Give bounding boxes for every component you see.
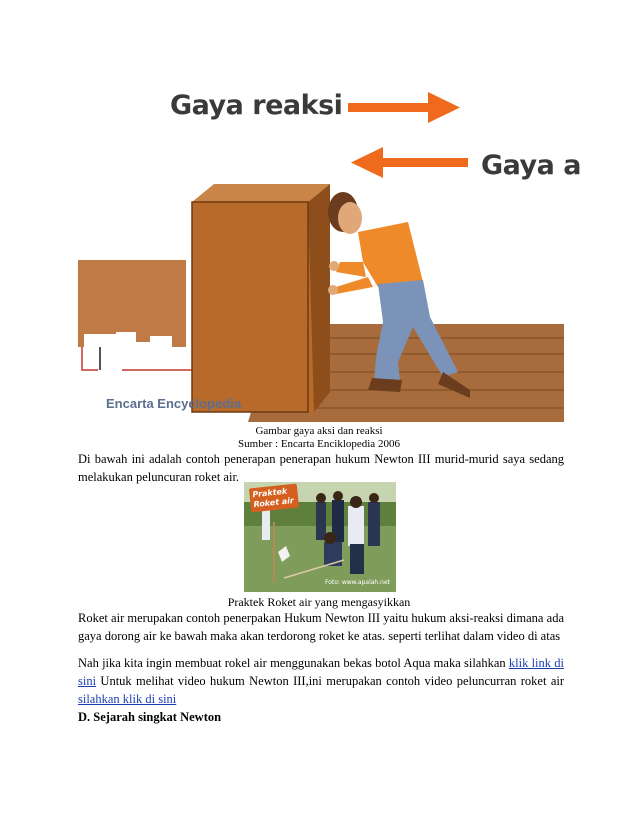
silahkan-klik-di-sini-link[interactable]: silahkan klik di sini <box>78 692 177 706</box>
reaction-arrow <box>348 92 460 123</box>
photo-title-badge: Praktek Roket air <box>249 484 299 513</box>
section-heading-newton-history: D. Sejarah singkat Newton <box>78 710 222 724</box>
figure1-caption-line2: Sumber : Encarta Enciklopedia 2006 <box>238 438 400 450</box>
figure2-caption: Praktek Roket air yang mengasyikkan <box>227 595 411 609</box>
wooden-box <box>192 184 330 412</box>
paragraph-video-links-text2: Untuk melihat video hukum Newton III,ini merupakan contoh video peluncurran roket air <box>96 674 564 688</box>
klik-link-di-sini-link[interactable]: klik link di sini <box>78 656 564 688</box>
reaction-force-label: Gaya reaksi <box>170 90 343 121</box>
encarta-watermark: Encarta Encyclopedia <box>106 396 242 411</box>
figure1-caption-line1: Gambar gaya aksi dan reaksi <box>255 425 383 437</box>
paragraph-water-rocket-intro: Di bawah ini adalah contoh penerapan penerapan hukum Newton III murid-murid saya sedang melakukan peluncuran roket air. <box>78 452 564 484</box>
action-reaction-illustration <box>78 72 564 422</box>
paragraph-video-links-text1: Nah jika kita ingin membuat rokel air menggunakan bekas botol Aqua maka silahkan <box>78 656 509 670</box>
photo-credit: Foto: www.apalah.net <box>324 579 390 586</box>
paragraph-water-rocket-explanation: Roket air merupakan contoh penerpakan Hukum Newton III yaitu hukum aksi-reaksi dimana ada gaya dorong air ke bawah maka akan terdorong roket ke atas. seperti terlihat dalam video di atas <box>78 611 564 643</box>
action-arrow <box>351 147 468 178</box>
action-force-label: Gaya a <box>481 150 581 181</box>
paragraph-video-links <box>78 654 564 708</box>
action-reaction-figure <box>78 72 581 422</box>
water-rocket-photo <box>244 482 396 592</box>
